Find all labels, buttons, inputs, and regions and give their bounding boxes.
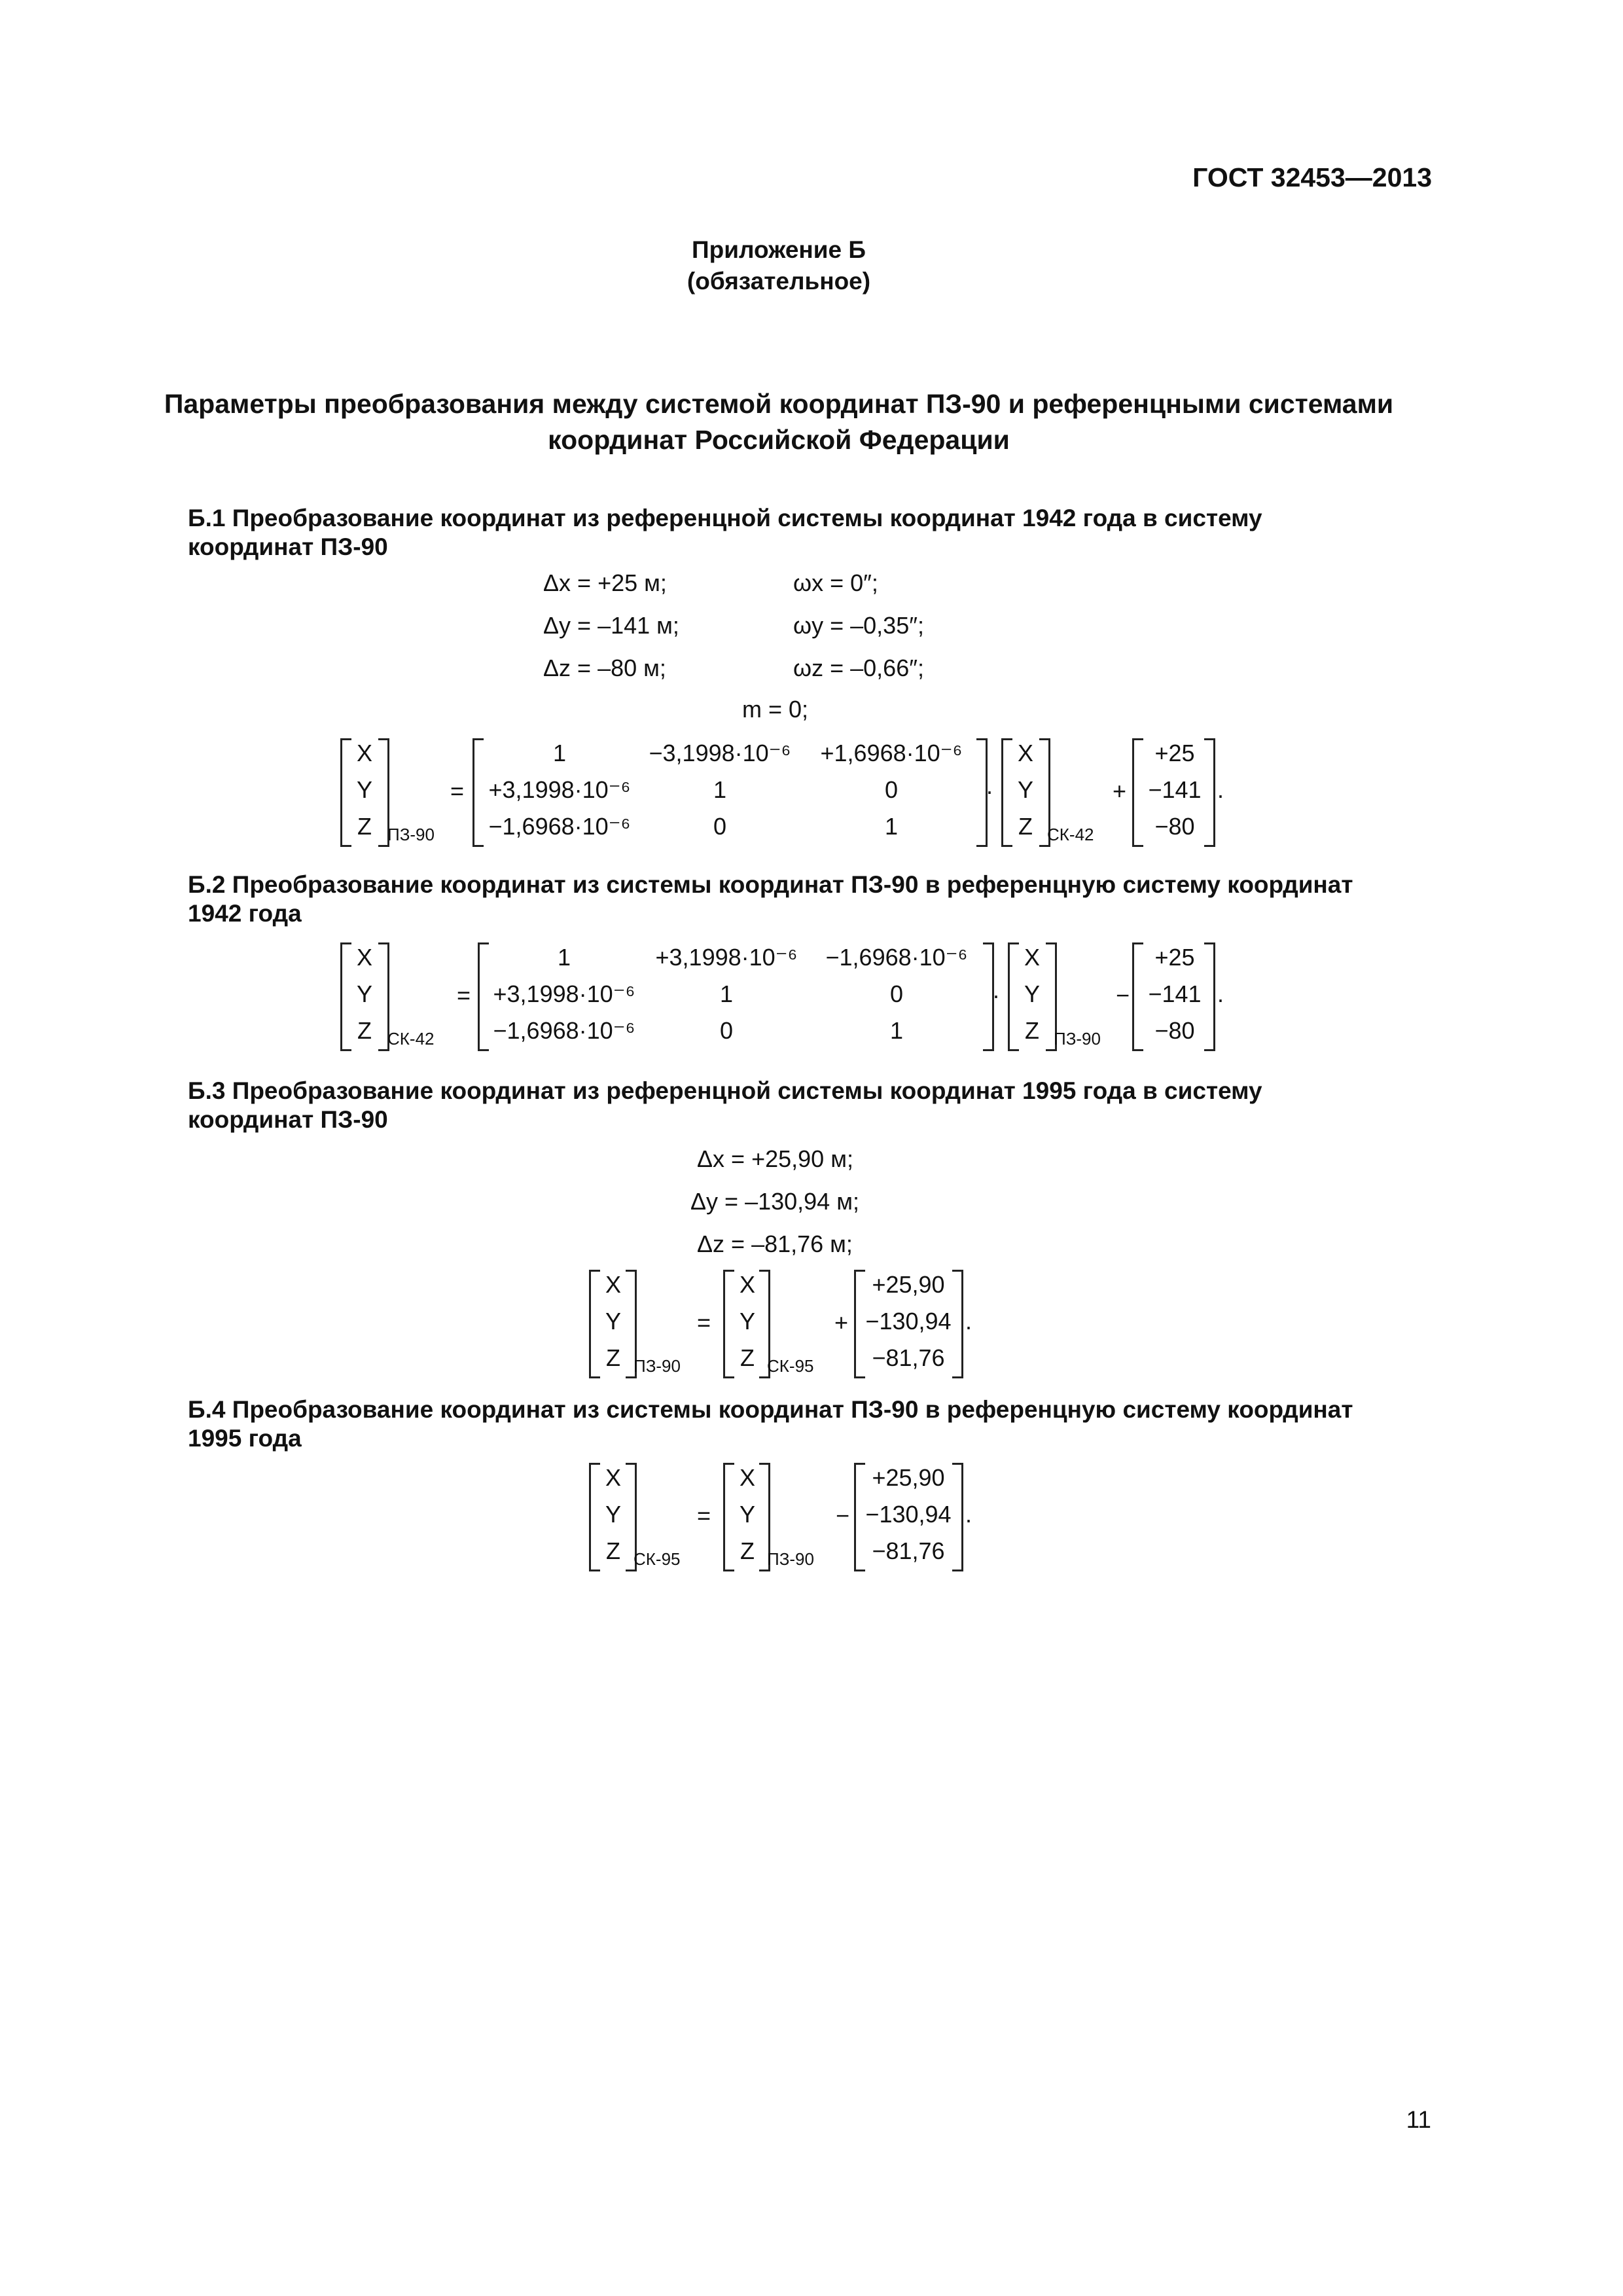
vec-x: X: [1017, 740, 1033, 766]
appendix-status: (обязательное): [687, 268, 871, 295]
section-title: [118, 386, 1440, 458]
period: .: [965, 1501, 972, 1528]
matrix-cell: +1,6968·10⁻⁶: [820, 740, 963, 766]
vec-subscript: СК-42: [1047, 825, 1094, 844]
equation-b4: [0, 1463, 1623, 1574]
matrix-cell: 0: [719, 1017, 734, 1044]
vec-y: Y: [739, 1501, 755, 1528]
section-b1-heading: [188, 504, 1464, 562]
matrix-cell: +3,1998·10⁻⁶: [493, 980, 635, 1007]
vec-subscript: СК-95: [767, 1356, 814, 1376]
equation-b2: [0, 942, 1623, 1054]
matrix-cell: 1: [719, 980, 734, 1007]
matrix-cell: 1: [552, 740, 567, 766]
section-b2-heading: [188, 870, 1464, 928]
vec-z: Z: [740, 1344, 755, 1371]
equation-b3: [0, 1270, 1623, 1381]
bracket-right: [952, 1463, 963, 1571]
vec-subscript: ПЗ-90: [1054, 1029, 1101, 1049]
shift-dz: −80: [1154, 813, 1195, 840]
equation-b1: [0, 738, 1623, 850]
equals-sign: =: [450, 778, 465, 804]
bracket-right: [1204, 738, 1215, 847]
bracket-right: [1204, 942, 1215, 1051]
shift-dy: −141: [1148, 776, 1202, 803]
lhs-z: Z: [606, 1344, 620, 1371]
dot-operator: ·: [992, 982, 1000, 1009]
matrix-cell: −1,6968·10⁻⁶: [825, 944, 968, 971]
period: .: [1217, 776, 1224, 803]
plus-operator: +: [1113, 778, 1127, 804]
equals-sign: =: [457, 982, 471, 1009]
shift-dx: +25: [1154, 740, 1195, 766]
lhs-x: X: [605, 1271, 621, 1298]
lhs-subscript: СК-95: [633, 1549, 681, 1569]
param-dx: Δx = +25 м;: [543, 569, 667, 596]
param-m: m = 0;: [742, 696, 809, 723]
matrix-cell: −3,1998·10⁻⁶: [649, 740, 791, 766]
shift-dx: +25,90: [872, 1271, 945, 1298]
param-dy: Δy = –141 м;: [543, 612, 679, 639]
param-dy: Δy = –130,94 м;: [690, 1188, 859, 1215]
vec-y: Y: [1017, 776, 1033, 803]
document-code: ГОСТ 32453—2013: [1192, 162, 1432, 192]
matrix-cell: 0: [889, 980, 904, 1007]
minus-operator: −: [836, 1502, 850, 1529]
vec-x: X: [1024, 944, 1040, 971]
vec-y: Y: [1024, 980, 1040, 1007]
lhs-y: Y: [356, 980, 372, 1007]
matrix-cell: 1: [889, 1017, 904, 1044]
equals-sign: =: [697, 1309, 711, 1336]
shift-dz: −81,76: [872, 1344, 945, 1371]
shift-dz: −81,76: [872, 1537, 945, 1564]
vec-z: Z: [1025, 1017, 1039, 1044]
shift-dx: +25,90: [872, 1464, 945, 1491]
matrix-cell: 0: [713, 813, 727, 840]
shift-dy: −141: [1148, 980, 1202, 1007]
matrix-cell: −1,6968·10⁻⁶: [493, 1017, 635, 1044]
matrix-cell: −1,6968·10⁻⁶: [488, 813, 631, 840]
heading-line-2: 1942 года: [188, 900, 302, 927]
heading-line-2: координат ПЗ-90: [188, 1106, 388, 1133]
vec-z: Z: [740, 1537, 755, 1564]
equals-sign: =: [697, 1502, 711, 1529]
matrix-cell: +3,1998·10⁻⁶: [488, 776, 631, 803]
title-line-1: Параметры преобразования между системой координат ПЗ-90 и референцными системами: [164, 389, 1394, 419]
shift-dz: −80: [1154, 1017, 1195, 1044]
lhs-subscript: ПЗ-90: [387, 825, 435, 844]
shift-dy: −130,94: [865, 1501, 952, 1528]
matrix-cell: +3,1998·10⁻⁶: [655, 944, 798, 971]
param-wz: ωz = –0,66″;: [793, 655, 924, 681]
title-line-2: координат Российской Федерации: [548, 425, 1010, 455]
lhs-subscript: СК-42: [387, 1029, 435, 1049]
lhs-y: Y: [605, 1308, 621, 1335]
shift-dy: −130,94: [865, 1308, 952, 1335]
vec-y: Y: [739, 1308, 755, 1335]
matrix-cell: 1: [884, 813, 899, 840]
plus-operator: +: [834, 1309, 849, 1336]
lhs-z: Z: [606, 1537, 620, 1564]
appendix-label: Приложение Б: [692, 236, 866, 263]
param-wx: ωx = 0″;: [793, 569, 878, 596]
dot-operator: ·: [986, 778, 993, 804]
lhs-x: X: [605, 1464, 621, 1491]
heading-line-2: координат ПЗ-90: [188, 533, 388, 560]
lhs-subscript: ПЗ-90: [633, 1356, 681, 1376]
heading-line-1: Б.3 Преобразование координат из референцной системы координат 1995 года в систему: [188, 1077, 1262, 1104]
page-number: 11: [1406, 2106, 1431, 2133]
bracket-right: [952, 1270, 963, 1378]
vec-z: Z: [1018, 813, 1033, 840]
vec-x: X: [739, 1464, 755, 1491]
period: .: [965, 1308, 972, 1335]
lhs-x: X: [356, 944, 372, 971]
param-dx: Δx = +25,90 м;: [697, 1145, 853, 1172]
param-dz: Δz = –81,76 м;: [697, 1230, 853, 1257]
lhs-x: X: [356, 740, 372, 766]
section-b3-heading: [188, 1077, 1464, 1134]
appendix-heading: [0, 234, 1558, 297]
vec-x: X: [739, 1271, 755, 1298]
matrix-cell: 1: [713, 776, 727, 803]
lhs-y: Y: [356, 776, 372, 803]
vec-subscript: ПЗ-90: [767, 1549, 814, 1569]
matrix-cell: 0: [884, 776, 899, 803]
period: .: [1217, 980, 1224, 1007]
heading-line-1: Б.1 Преобразование координат из референцной системы координат 1942 года в систему: [188, 505, 1262, 531]
param-wy: ωy = –0,35″;: [793, 612, 924, 639]
lhs-z: Z: [357, 1017, 372, 1044]
lhs-y: Y: [605, 1501, 621, 1528]
heading-line-1: Б.2 Преобразование координат из системы координат ПЗ-90 в референцную систему координат: [188, 871, 1353, 898]
lhs-z: Z: [357, 813, 372, 840]
shift-dx: +25: [1154, 944, 1195, 971]
section-b4-heading: [188, 1395, 1464, 1453]
heading-line-2: 1995 года: [188, 1425, 302, 1452]
heading-line-1: Б.4 Преобразование координат из системы координат ПЗ-90 в референцную систему координат: [188, 1396, 1353, 1423]
minus-operator: −: [1116, 982, 1130, 1009]
param-dz: Δz = –80 м;: [543, 655, 666, 681]
matrix-cell: 1: [557, 944, 571, 971]
